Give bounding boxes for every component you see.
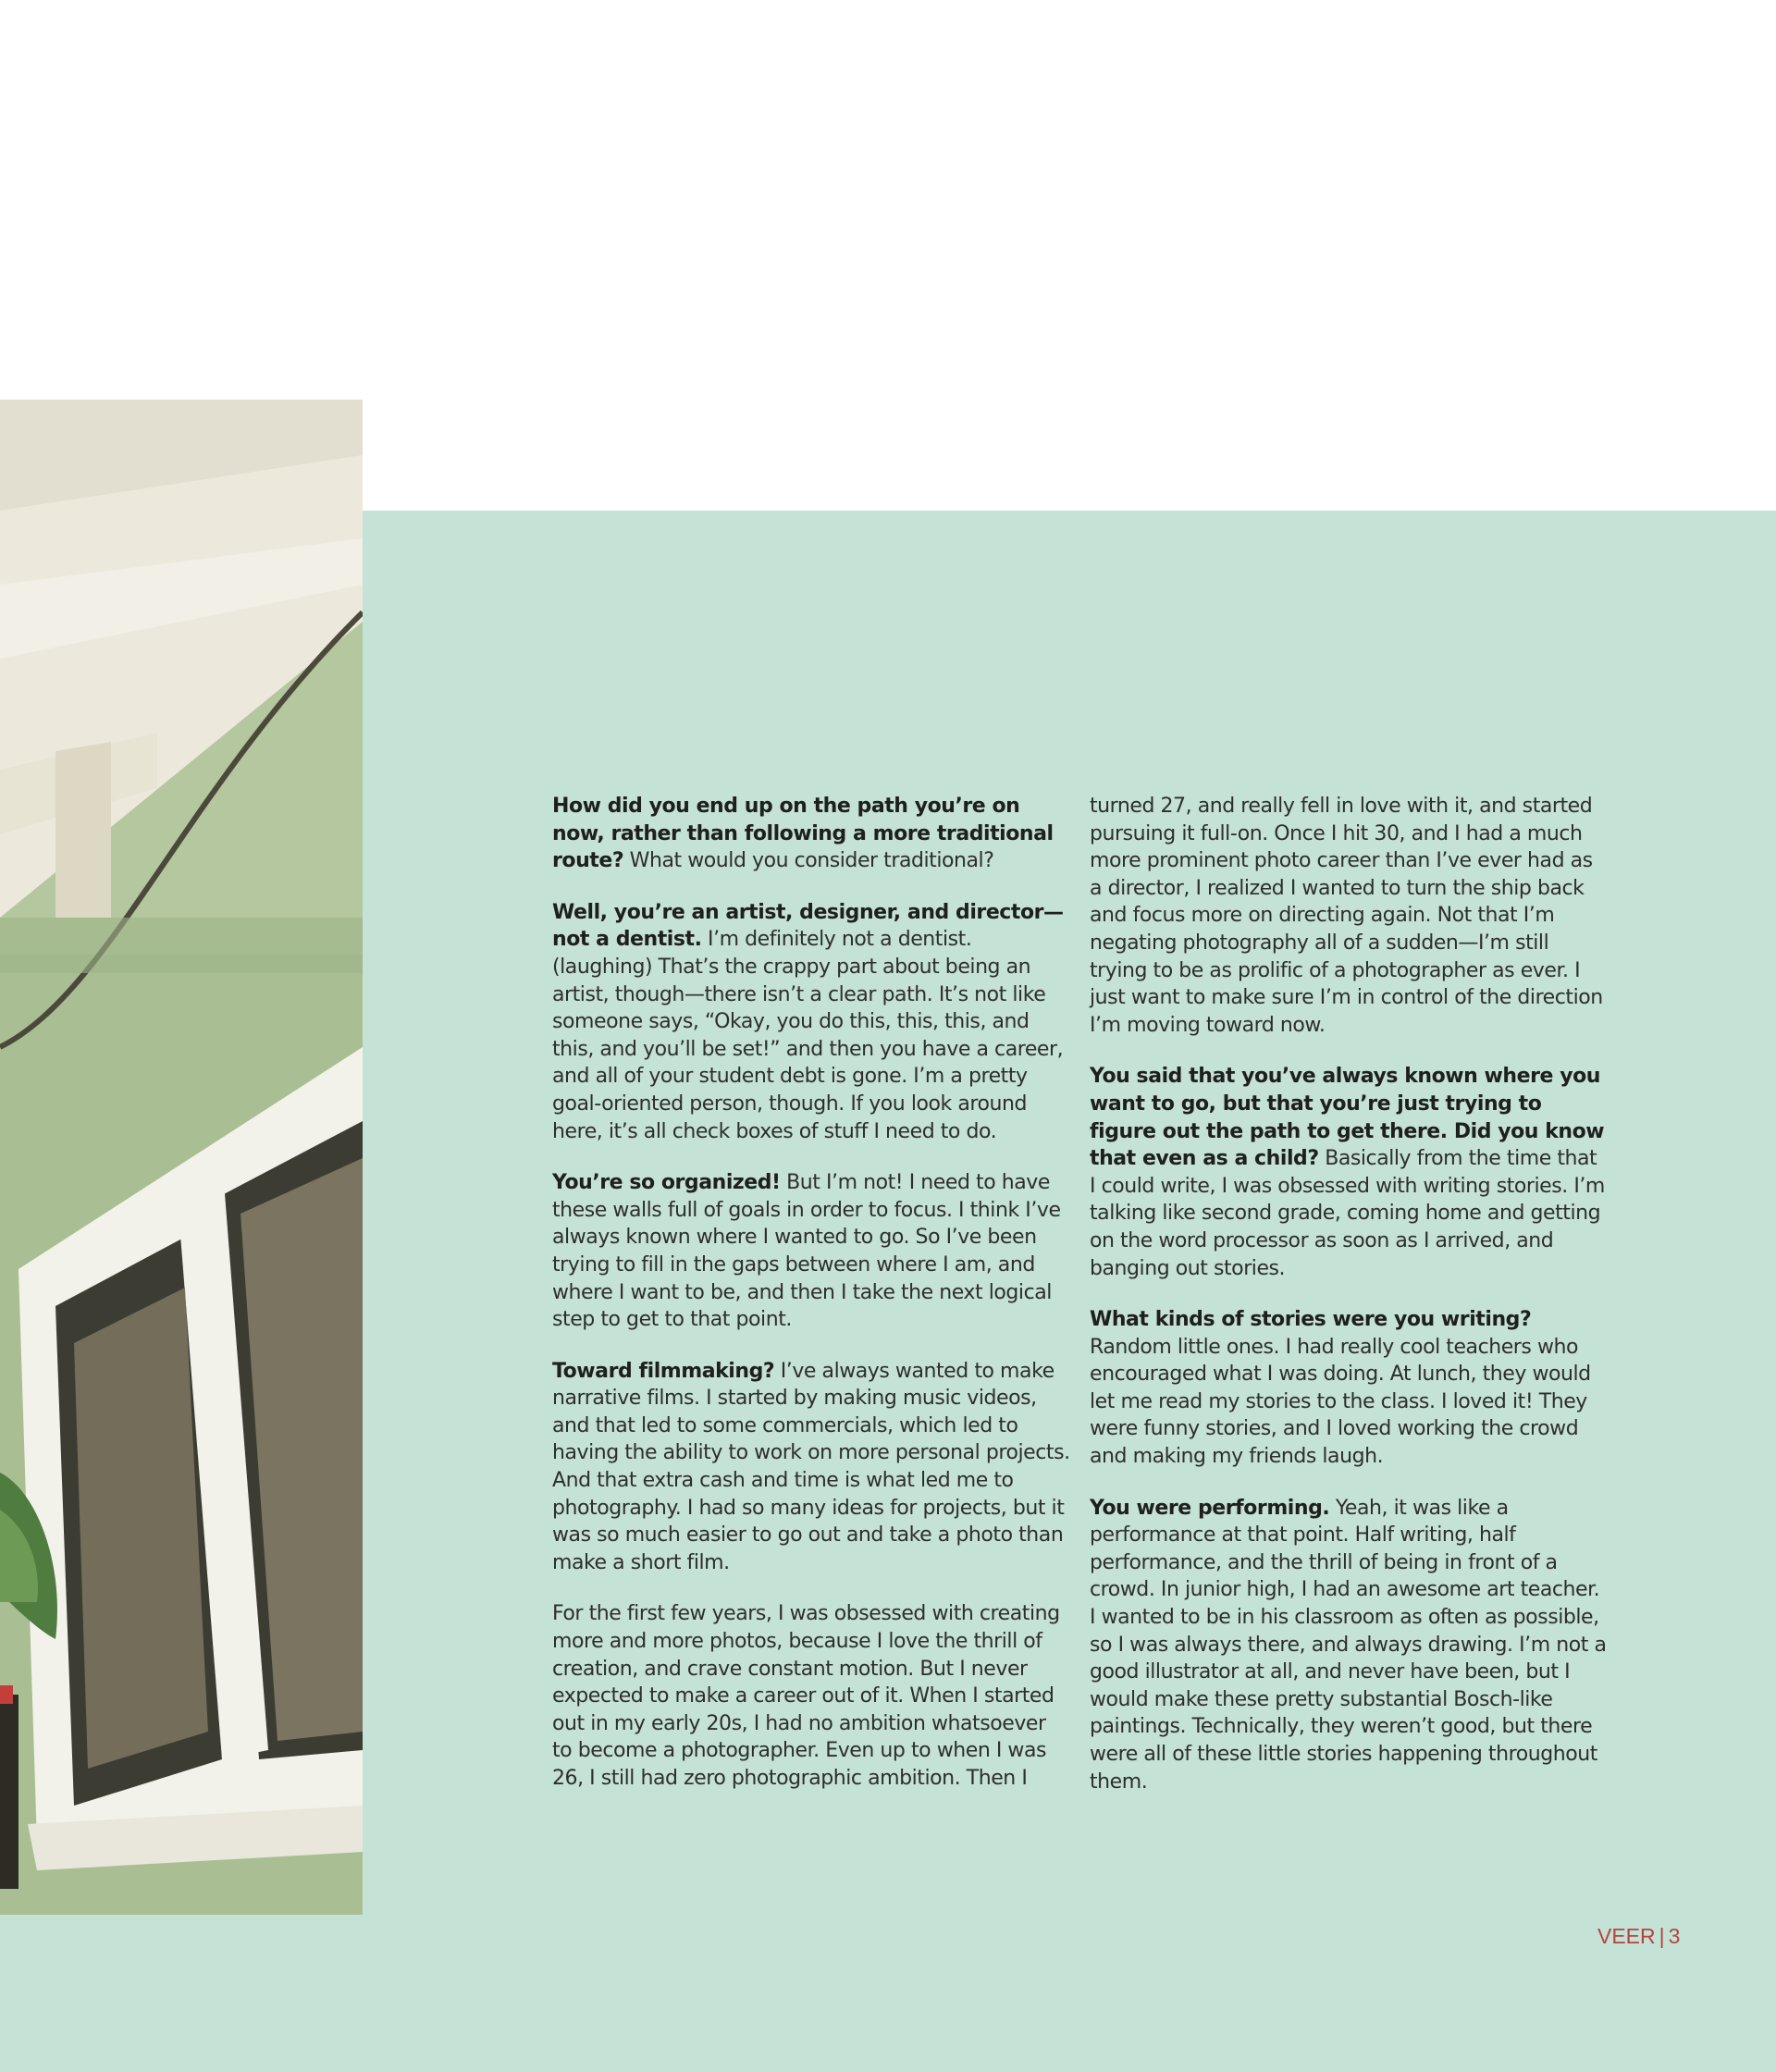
folio-separator: | [1659, 1924, 1665, 1948]
question: How did you end up on the path you’re on now, rather than following a more traditional route? [552, 795, 1054, 873]
article-column-left [552, 793, 1070, 1817]
article-column-right [1090, 793, 1608, 1819]
answer: I’m definitely not a dentist. (laughing) That’s the crappy part about being an artist, though—there isn’t a clear path. It’s not like someone says, “Okay, you do this, this, this, and this, and you’ll be set!” and then you have a career, and all of your student debt is gone. I’m a pretty goal-oriented person, though. If you look around here, it’s all check boxes of stuff I need to do. [552, 928, 1064, 1143]
page-folio [1597, 1924, 1680, 1949]
question: You were performing. [1090, 1496, 1330, 1520]
question: What kinds of stories were you writing? [1090, 1308, 1532, 1332]
qa-paragraph [1090, 793, 1608, 1039]
question: Toward filmmaking? [552, 1359, 775, 1383]
mint-background-bottom [0, 1915, 363, 2072]
question: You said that you’ve always known where you want to go, but that you’re just trying to figure out the path to get there. Did you know that even as a child? [1090, 1065, 1605, 1171]
qa-paragraph [1090, 1063, 1608, 1282]
qa-paragraph [552, 793, 1070, 875]
page-number: 3 [1668, 1924, 1681, 1948]
answer: Basically from the time that I could write, I was obsessed with writing stories. I’m talking like second grade, coming home and getting on the word processor as soon as I arrived, and banging out stories. [1090, 1147, 1605, 1280]
question: Well, you’re an artist, designer, and director—not a dentist. [552, 900, 1064, 952]
qa-paragraph [552, 1169, 1070, 1334]
answer: What would you consider traditional? [623, 849, 994, 873]
answer: Yeah, it was like a performance at that point. Half writing, half performance, and the thrill of being in front of a crowd. In junior high, I had an awesome art teacher. I wanted to be in his classroom as often as possible, so I was always there, and always drawing. I’m not a good illustrator at all, and never have been, but I would make these pretty substantial Bosch-like paintings. Technically, they weren’t good, but there were all of these little stories happening throughout them. [1090, 1496, 1607, 1794]
qa-paragraph [1090, 1306, 1608, 1471]
answer: Random little ones. I had really cool teachers who encouraged what I was doing. At lunch, they would let me read my stories to the class. I loved it! They were funny stories, and I loved working the crowd and making my friends laugh. [1090, 1335, 1591, 1469]
answer: But I’m not! I need to have these walls full of goals in order to focus. I think I’ve always known where I wanted to go. So I’ve been trying to fill in the gaps between where I am, and where I want to be, and then I take the next logical step to get to that point. [552, 1171, 1061, 1332]
magazine-name: VEER [1597, 1924, 1656, 1948]
answer: I’ve always wanted to make narrative films. I started by making music videos, and that led to some commercials, which led to having the ability to work on more personal projects. And that extra cash and time is what led me to photography. I had so many ideas for projects, but it was so much easier to go out and take a photo than make a short film. [552, 1359, 1070, 1574]
qa-paragraph [552, 1358, 1070, 1577]
window-photo [0, 400, 363, 1915]
answer: For the first few years, I was obsessed with creating more and more photos, because I love the thrill of creation, and crave constant motion. But I never expected to make a career out of it. When I started out in my early 20s, I had no ambition whatsoever to become a photographer. Even up to when I was 26, I still had zero photographic ambition. Then I [552, 1602, 1060, 1790]
qa-paragraph [552, 1600, 1070, 1792]
qa-paragraph [1090, 1495, 1608, 1796]
answer: turned 27, and really fell in love with it, and started pursuing it full-on. Once I hit 30, and I had a much more prominent photo career than I’ve ever had as a director, I realized I wanted to turn the ship back and focus more on directing again. Not that I’m negating photography all of a sudden—I’m still trying to be as prolific of a photographer as ever. I just want to make sure I’m in control of the direction I’m moving toward now. [1090, 795, 1603, 1037]
qa-paragraph [552, 899, 1070, 1145]
question: You’re so organized! [552, 1171, 781, 1195]
